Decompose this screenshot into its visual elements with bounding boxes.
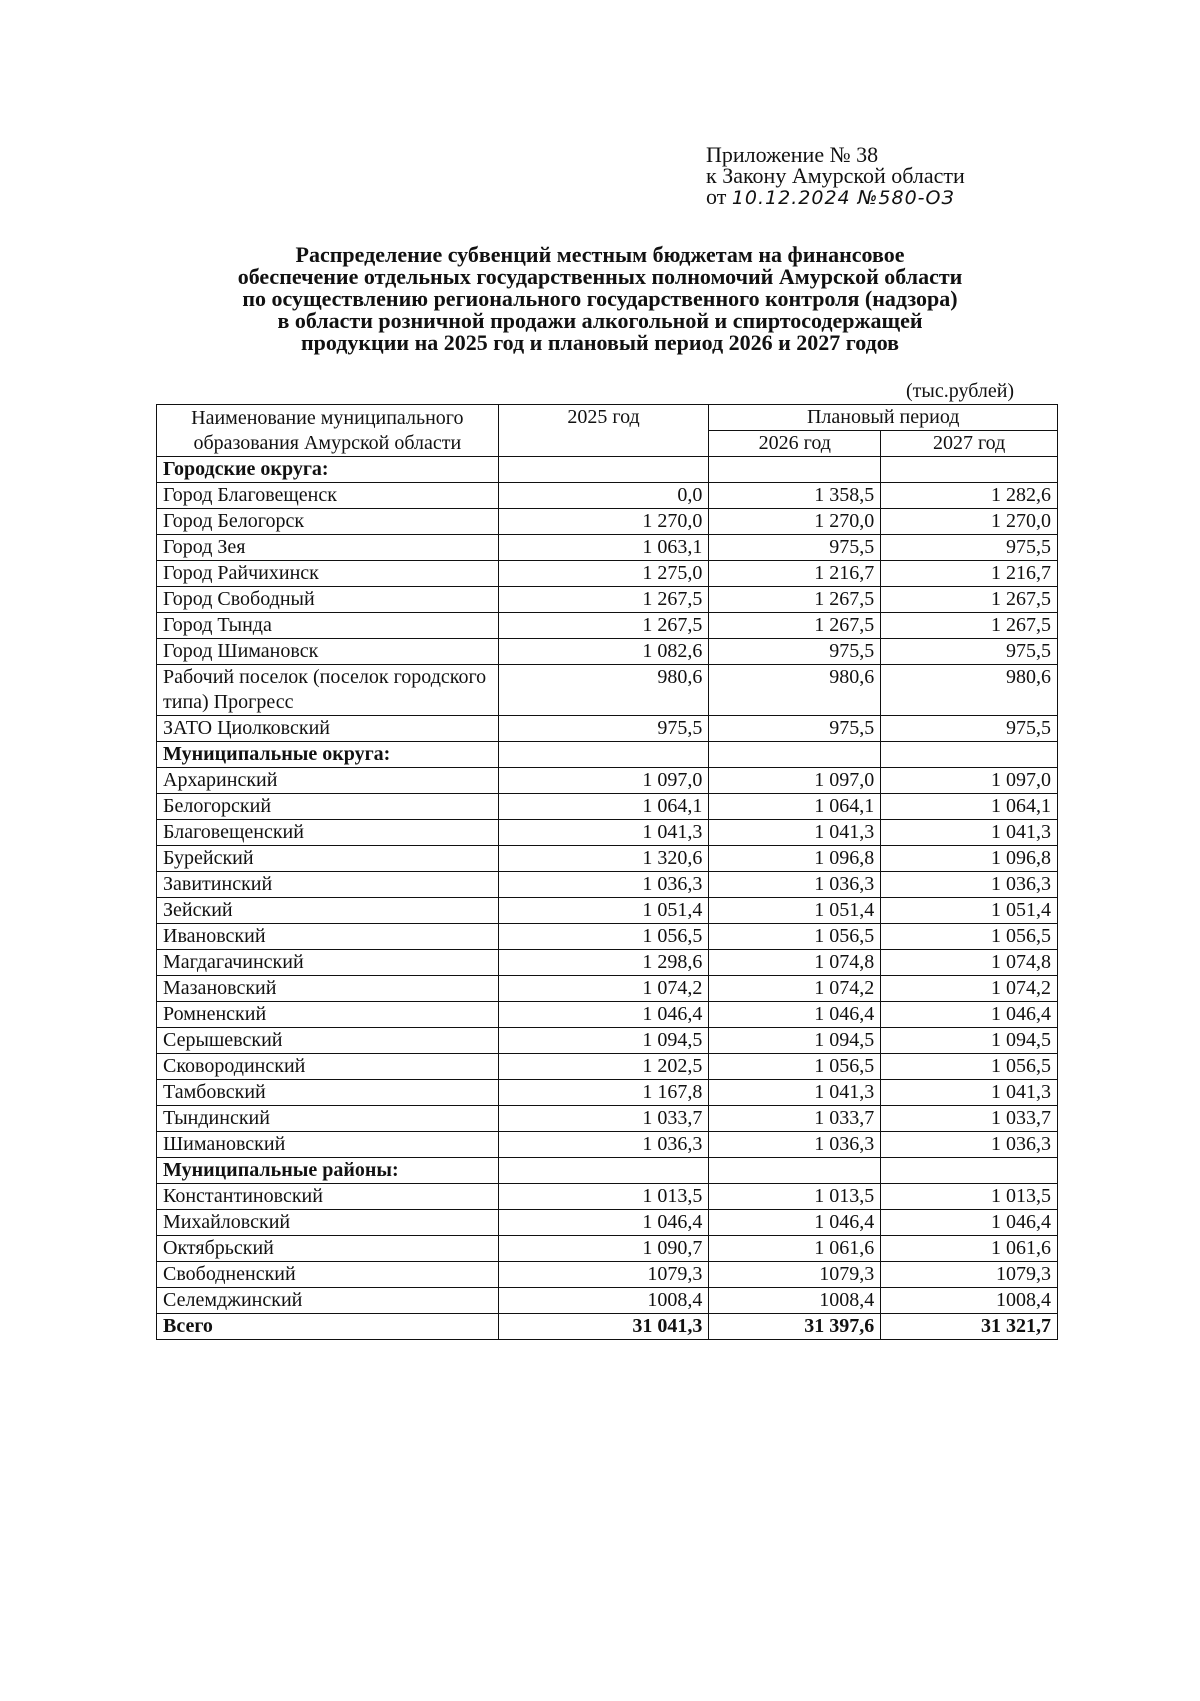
section-row <box>157 1158 1058 1184</box>
value-cell: 1 267,5 <box>498 613 709 639</box>
municipality-name: Селемджинский <box>157 1288 499 1314</box>
units-label: (тыс.рублей) <box>906 380 1015 402</box>
municipality-name: Ромненский <box>157 1002 499 1028</box>
value-cell: 1 167,8 <box>498 1080 709 1106</box>
value-cell: 1 041,3 <box>709 1080 881 1106</box>
municipality-name: Магдагачинский <box>157 950 499 976</box>
value-cell: 1 046,4 <box>709 1210 881 1236</box>
municipality-name: Михайловский <box>157 1210 499 1236</box>
value-cell: 0,0 <box>498 483 709 509</box>
municipality-name: Серышевский <box>157 1028 499 1054</box>
value-cell: 1 033,7 <box>498 1106 709 1132</box>
empty-cell <box>881 457 1058 483</box>
value-cell: 1 036,3 <box>498 872 709 898</box>
municipality-name: Архаринский <box>157 768 499 794</box>
value-cell: 1079,3 <box>709 1262 881 1288</box>
municipality-name: ЗАТО Циолковский <box>157 716 499 742</box>
municipality-name: Город Благовещенск <box>157 483 499 509</box>
table-row <box>157 535 1058 561</box>
value-cell: 975,5 <box>709 535 881 561</box>
value-cell: 1 013,5 <box>709 1184 881 1210</box>
value-cell: 1 064,1 <box>709 794 881 820</box>
municipality-name: Благовещенский <box>157 820 499 846</box>
table-row <box>157 1184 1058 1210</box>
empty-cell <box>709 457 881 483</box>
municipality-name: Сковородинский <box>157 1054 499 1080</box>
table-row <box>157 1106 1058 1132</box>
value-cell: 1008,4 <box>498 1288 709 1314</box>
table-row <box>157 1054 1058 1080</box>
value-cell: 1 051,4 <box>709 898 881 924</box>
value-cell: 1 097,0 <box>498 768 709 794</box>
municipality-name: Ивановский <box>157 924 499 950</box>
value-cell: 1 282,6 <box>881 483 1058 509</box>
municipality-name: Город Свободный <box>157 587 499 613</box>
empty-cell <box>498 457 709 483</box>
subvention-table <box>156 404 1058 1340</box>
value-cell: 1 097,0 <box>881 768 1058 794</box>
value-cell: 1 061,6 <box>881 1236 1058 1262</box>
handwritten-date-number: 10.12.2024 №580-ОЗ <box>731 187 955 209</box>
value-cell: 1 041,3 <box>881 820 1058 846</box>
table-row <box>157 1210 1058 1236</box>
value-cell: 1 096,8 <box>709 846 881 872</box>
value-cell: 980,6 <box>498 665 709 716</box>
header-name: Наименование муниципального образования Амурской области <box>157 405 499 457</box>
table-row <box>157 1132 1058 1158</box>
municipality-name: Константиновский <box>157 1184 499 1210</box>
municipality-name: Тамбовский <box>157 1080 499 1106</box>
value-cell: 1 056,5 <box>881 924 1058 950</box>
value-cell: 975,5 <box>709 716 881 742</box>
table-row <box>157 1288 1058 1314</box>
total-label: Всего <box>157 1314 499 1340</box>
table-row <box>157 820 1058 846</box>
value-cell: 1 064,1 <box>881 794 1058 820</box>
municipality-name: Город Зея <box>157 535 499 561</box>
header-2025: 2025 год <box>498 405 709 457</box>
value-cell: 1 094,5 <box>881 1028 1058 1054</box>
empty-cell <box>709 742 881 768</box>
table-row <box>157 716 1058 742</box>
municipality-name: Завитинский <box>157 872 499 898</box>
municipality-name: Рабочий поселок (поселок городского типа) Прогресс <box>157 665 499 716</box>
empty-cell <box>498 1158 709 1184</box>
value-cell: 1079,3 <box>881 1262 1058 1288</box>
municipality-name: Октябрьский <box>157 1236 499 1262</box>
empty-cell <box>881 1158 1058 1184</box>
value-cell: 975,5 <box>881 716 1058 742</box>
header-planned: Плановый период <box>709 405 1058 431</box>
value-cell: 1 074,2 <box>709 976 881 1002</box>
value-cell: 1 275,0 <box>498 561 709 587</box>
value-cell: 1 046,4 <box>881 1002 1058 1028</box>
table-row <box>157 1236 1058 1262</box>
value-cell: 975,5 <box>709 639 881 665</box>
value-cell: 1 074,8 <box>881 950 1058 976</box>
table-row <box>157 950 1058 976</box>
document-title: Распределение субвенций местным бюджетам на финансовое обеспечение отдельных государственных полномочий Амурской области по осуществлению регионального государственного контроля (надзора) в области розничной продажи алкогольной и спиртосодержащей продукции на 2025 год и плановый период 2026 и 2027 годов <box>237 242 963 355</box>
table-row <box>157 1080 1058 1106</box>
municipality-name: Зейский <box>157 898 499 924</box>
empty-cell <box>881 742 1058 768</box>
table-row <box>157 561 1058 587</box>
value-cell: 1 267,5 <box>881 587 1058 613</box>
municipality-name: Белогорский <box>157 794 499 820</box>
value-cell: 1 046,4 <box>709 1002 881 1028</box>
table-row <box>157 872 1058 898</box>
municipality-name: Бурейский <box>157 846 499 872</box>
value-cell: 1 074,8 <box>709 950 881 976</box>
value-cell: 1 061,6 <box>709 1236 881 1262</box>
value-cell: 1 090,7 <box>498 1236 709 1262</box>
appendix-header <box>706 144 965 209</box>
value-cell: 1 013,5 <box>881 1184 1058 1210</box>
appendix-date: от 10.12.2024 №580-ОЗ <box>706 184 955 209</box>
table-row <box>157 1262 1058 1288</box>
municipality-name: Город Райчихинск <box>157 561 499 587</box>
value-cell: 975,5 <box>881 639 1058 665</box>
empty-cell <box>709 1158 881 1184</box>
value-cell: 1 046,4 <box>498 1210 709 1236</box>
value-cell: 1 267,5 <box>498 587 709 613</box>
table-row <box>157 587 1058 613</box>
value-cell: 1 267,5 <box>881 613 1058 639</box>
value-cell: 1 051,4 <box>498 898 709 924</box>
table-row <box>157 1002 1058 1028</box>
table-row <box>157 846 1058 872</box>
value-cell: 1 041,3 <box>709 820 881 846</box>
municipality-name: Шимановский <box>157 1132 499 1158</box>
table-row <box>157 613 1058 639</box>
value-cell: 1 056,5 <box>709 1054 881 1080</box>
value-cell: 1 033,7 <box>709 1106 881 1132</box>
municipality-name: Мазановский <box>157 976 499 1002</box>
municipality-name: Свободненский <box>157 1262 499 1288</box>
value-cell: 1 074,2 <box>498 976 709 1002</box>
value-cell: 1 041,3 <box>498 820 709 846</box>
value-cell: 1 056,5 <box>498 924 709 950</box>
value-cell: 1 064,1 <box>498 794 709 820</box>
value-cell: 1 051,4 <box>881 898 1058 924</box>
section-row <box>157 742 1058 768</box>
total-value: 31 321,7 <box>881 1314 1058 1340</box>
value-cell: 1008,4 <box>881 1288 1058 1314</box>
value-cell: 1 046,4 <box>498 1002 709 1028</box>
value-cell: 1 056,5 <box>881 1054 1058 1080</box>
value-cell: 975,5 <box>498 716 709 742</box>
value-cell: 1008,4 <box>709 1288 881 1314</box>
value-cell: 1 267,5 <box>709 613 881 639</box>
table-row <box>157 483 1058 509</box>
value-cell: 1 036,3 <box>881 1132 1058 1158</box>
municipality-name: Город Тында <box>157 613 499 639</box>
value-cell: 1 270,0 <box>709 509 881 535</box>
value-cell: 1 267,5 <box>709 587 881 613</box>
table-row <box>157 639 1058 665</box>
section-row <box>157 457 1058 483</box>
table-row <box>157 976 1058 1002</box>
value-cell: 1 094,5 <box>709 1028 881 1054</box>
value-cell: 1 096,8 <box>881 846 1058 872</box>
value-cell: 1 041,3 <box>881 1080 1058 1106</box>
value-cell: 975,5 <box>881 535 1058 561</box>
value-cell: 1 036,3 <box>881 872 1058 898</box>
table-row <box>157 794 1058 820</box>
section-title: Муниципальные районы: <box>157 1158 499 1184</box>
value-cell: 1 358,5 <box>709 483 881 509</box>
value-cell: 1 082,6 <box>498 639 709 665</box>
table-row <box>157 509 1058 535</box>
table-row <box>157 768 1058 794</box>
section-title: Муниципальные округа: <box>157 742 499 768</box>
value-cell: 1 097,0 <box>709 768 881 794</box>
value-cell: 1 046,4 <box>881 1210 1058 1236</box>
total-value: 31 397,6 <box>709 1314 881 1340</box>
table-row <box>157 1028 1058 1054</box>
value-cell: 1 216,7 <box>881 561 1058 587</box>
table-row <box>157 898 1058 924</box>
value-cell: 980,6 <box>881 665 1058 716</box>
header-2027: 2027 год <box>881 431 1058 457</box>
appendix-law: к Закону Амурской области <box>706 163 965 188</box>
value-cell: 1 270,0 <box>498 509 709 535</box>
total-row <box>157 1314 1058 1340</box>
value-cell: 1 033,7 <box>881 1106 1058 1132</box>
value-cell: 1 036,3 <box>709 1132 881 1158</box>
header-2026: 2026 год <box>709 431 881 457</box>
value-cell: 1 074,2 <box>881 976 1058 1002</box>
value-cell: 1 320,6 <box>498 846 709 872</box>
value-cell: 1 202,5 <box>498 1054 709 1080</box>
table-row <box>157 924 1058 950</box>
table-row <box>157 665 1058 716</box>
value-cell: 980,6 <box>709 665 881 716</box>
value-cell: 1079,3 <box>498 1262 709 1288</box>
municipality-name: Тындинский <box>157 1106 499 1132</box>
empty-cell <box>498 742 709 768</box>
total-value: 31 041,3 <box>498 1314 709 1340</box>
value-cell: 1 036,3 <box>709 872 881 898</box>
value-cell: 1 036,3 <box>498 1132 709 1158</box>
value-cell: 1 063,1 <box>498 535 709 561</box>
value-cell: 1 013,5 <box>498 1184 709 1210</box>
value-cell: 1 216,7 <box>709 561 881 587</box>
value-cell: 1 056,5 <box>709 924 881 950</box>
appendix-number: Приложение № 38 <box>706 142 879 167</box>
value-cell: 1 270,0 <box>881 509 1058 535</box>
section-title: Городские округа: <box>157 457 499 483</box>
municipality-name: Город Шимановск <box>157 639 499 665</box>
value-cell: 1 298,6 <box>498 950 709 976</box>
municipality-name: Город Белогорск <box>157 509 499 535</box>
value-cell: 1 094,5 <box>498 1028 709 1054</box>
